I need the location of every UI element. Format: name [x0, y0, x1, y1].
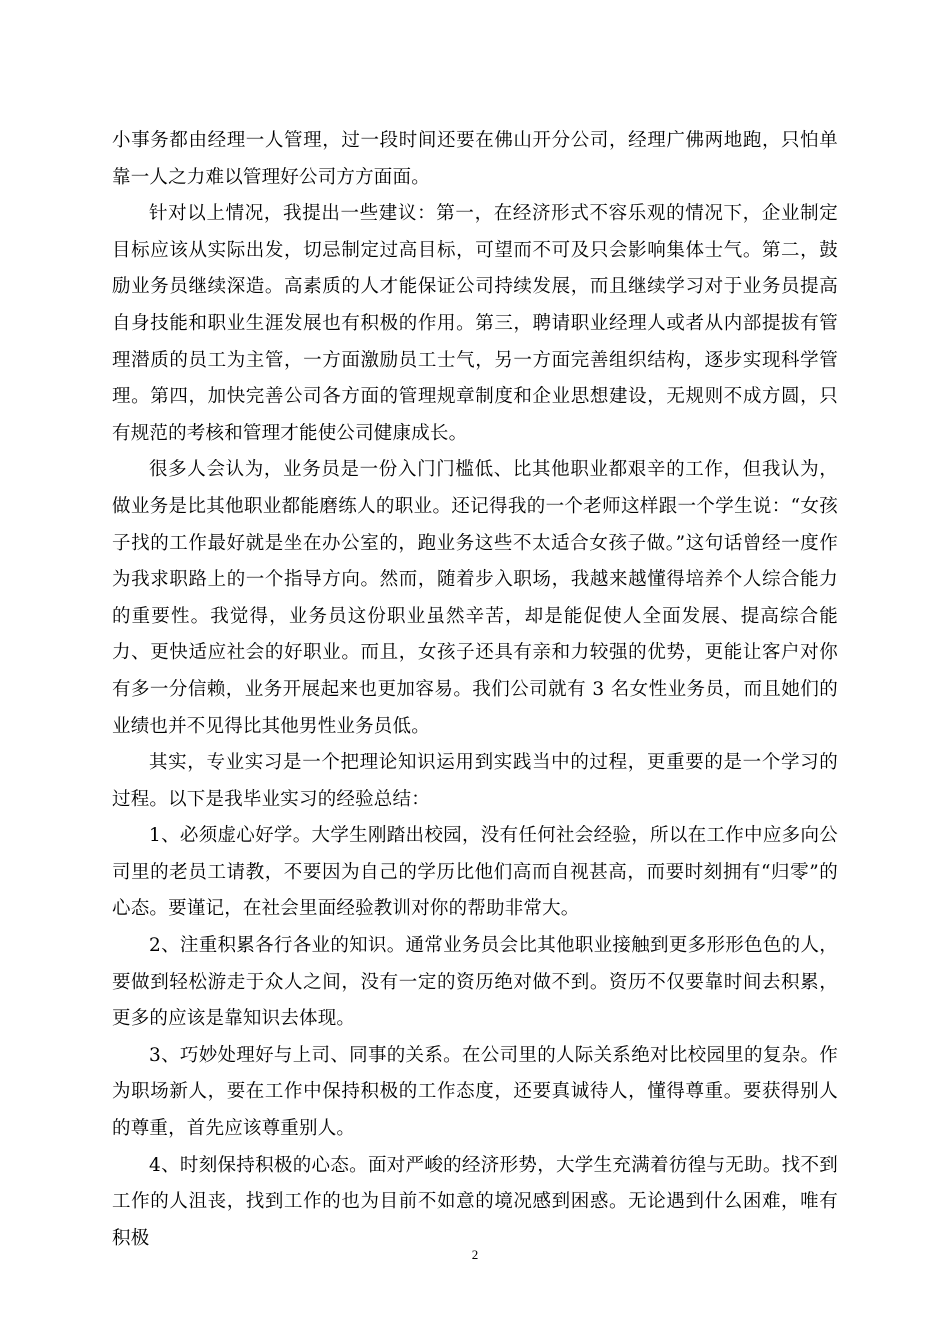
paragraph-suggestions: 针对以上情况，我提出一些建议：第一，在经济形式不容乐观的情况下，企业制定目标应该从实际出发，切忌制定过高目标，可望而不可及只会影响集体士气。第二，鼓励业务员继续深造。高素质的人才能保证公司持续发展，而且继续学习对于业务员提高自身技能和职业生涯发展也有积极的作用。第三，聘请职业经理人或者从内部提拔有管理潜质的员工为主管，一方面激励员工士气，另一方面完善组织结构，逐步实现科学管理。第四，加快完善公司各方面的管理规章制度和企业思想建设，无规则不成方圆，只有规范的考核和管理才能使公司健康成长。 — [112, 203, 838, 444]
paragraph-salesperson-career: 很多人会认为，业务员是一份入门门槛低、比其他职业都艰辛的工作，但我认为，做业务是比其他职业都能磨练人的职业。还记得我的一个老师这样跟一个学生说：“女孩子找的工作最好就是坐在办公室的，跑业务这些不太适合女孩子做。”这句话曾经一度作为我求职路上的一个指导方向。然而，随着步入职场，我越来越懂得培养个人综合能力的重要性。我觉得，业务员这份职业虽然辛苦，却是能促使人全面发展、提高综合能力、更快适应社会的好职业。而且，女孩子还具有亲和力较强的优势，更能让客户对你有多一分信赖，业务开展起来也更加容易。我们公司就有 3 名女性业务员，而且她们的业绩也并不见得比其他男性业务员低。 — [112, 459, 838, 737]
list-item-2: 2、注重积累各行各业的知识。通常业务员会比其他职业接触到更多形形色色的人，要做到轻松游走于众人之间，没有一定的资历绝对做不到。资历不仅要靠时间去积累，更多的应该是靠知识去体现。 — [112, 935, 838, 1030]
paragraph-continuation: 小事务都由经理一人管理，过一段时间还要在佛山开分公司，经理广佛两地跑，只怕单靠一人之力难以管理好公司方方面面。 — [112, 130, 838, 188]
list-item-4: 4、时刻保持积极的心态。面对严峻的经济形势，大学生充满着彷徨与无助。找不到工作的人沮丧，找到工作的也为目前不如意的境况感到困惑。无论遇到什么困难，唯有积极 — [112, 1154, 838, 1249]
paragraph-internship-summary: 其实，专业实习是一个把理论知识运用到实践当中的过程，更重要的是一个学习的过程。以下是我毕业实习的经验总结： — [112, 752, 838, 810]
list-item-1: 1、必须虚心好学。大学生刚踏出校园，没有任何社会经验，所以在工作中应多向公司里的老员工请教，不要因为自己的学历比他们高而自视甚高，而要时刻拥有“归零”的心态。要谨记，在社会里面经验教训对你的帮助非常大。 — [112, 825, 838, 920]
document-body — [112, 123, 838, 1257]
page-number: 2 — [471, 1247, 479, 1262]
list-item-3: 3、巧妙处理好与上司、同事的关系。在公司里的人际关系绝对比校园里的复杂。作为职场新人，要在工作中保持积极的工作态度，还要真诚待人，懂得尊重。要获得别人的尊重，首先应该尊重别人。 — [112, 1044, 838, 1140]
